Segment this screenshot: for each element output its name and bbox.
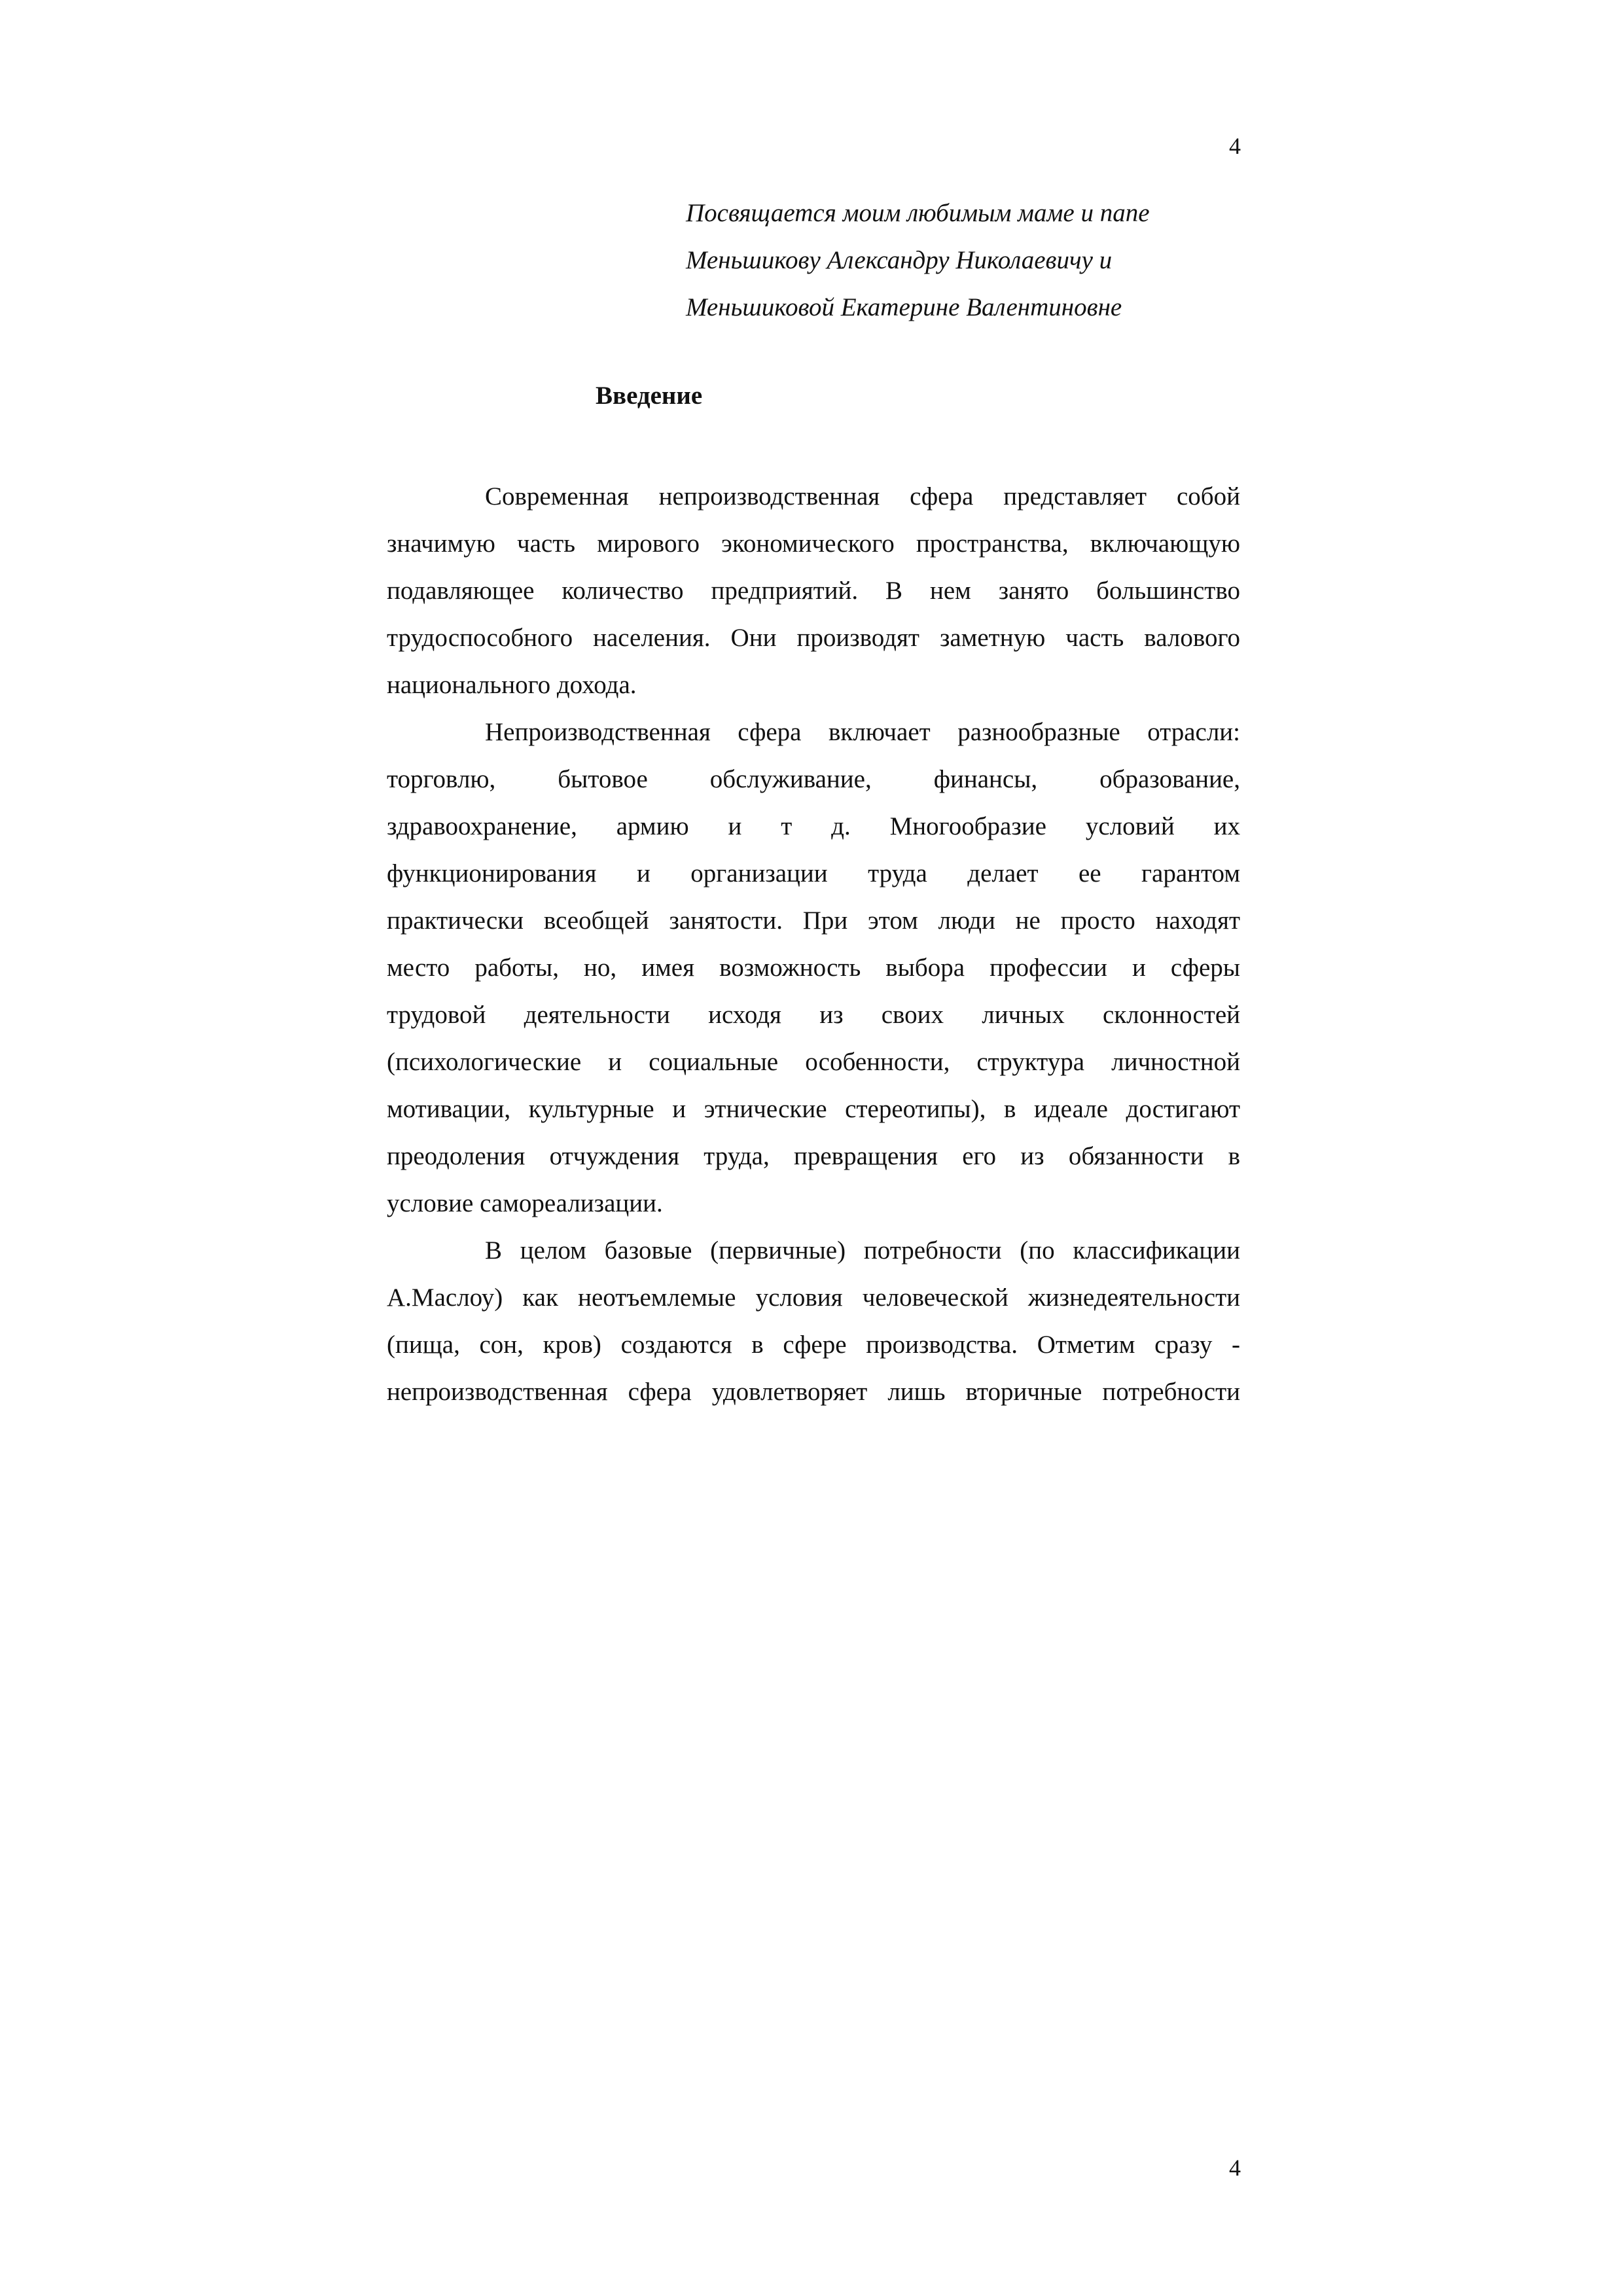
text-line: значимую часть мирового экономического пространства, включающую [387, 529, 1240, 558]
dedication-line: Посвящается моим любимым маме и папе [686, 199, 1150, 227]
dedication-line: Меньшиковой Екатерине Валентиновне [686, 293, 1122, 321]
text-line: место работы, но, имея возможность выбора профессии и сферы [387, 954, 1240, 982]
text-line: здравоохранение, армию и т д. Многообразие условий их [387, 812, 1240, 840]
text-line: (психологические и социальные особенности, структура личностной [387, 1048, 1240, 1076]
text-line: А.Маслоу) как неотъемлемые условия человеческой жизнедеятельности [387, 1283, 1240, 1312]
text-line: В целом базовые (первичные) потребности (по классификации [485, 1236, 1240, 1265]
body-text [387, 473, 1240, 1416]
text-line: национального дохода. [387, 671, 637, 699]
text-line: преодоления отчуждения труда, превращения его из обязанности в [387, 1142, 1240, 1170]
section-heading: Введение [596, 382, 703, 410]
text-line: функционирования и организации труда делает ее гарантом [387, 859, 1240, 888]
text-line: Современная непроизводственная сфера представляет собой [485, 482, 1240, 511]
text-line: (пища, сон, кров) создаются в сфере производства. Отметим сразу - [387, 1331, 1240, 1359]
dedication [686, 190, 1275, 331]
paragraph-1 [387, 473, 1240, 709]
paragraph-3 [387, 1227, 1240, 1416]
text-line: непроизводственная сфера удовлетворяет лишь вторичные потребности [387, 1378, 1240, 1406]
text-line: условие самореализации. [387, 1189, 663, 1217]
paragraph-2 [387, 709, 1240, 1227]
text-line: трудоспособного населения. Они производят заметную часть валового [387, 624, 1240, 652]
text-line: трудовой деятельности исходя из своих личных склонностей [387, 1001, 1240, 1029]
page-number-top: 4 [1229, 133, 1241, 159]
dedication-line: Меньшикову Александру Николаевичу и [686, 246, 1113, 274]
text-line: практически всеобщей занятости. При этом люди не просто находят [387, 906, 1240, 935]
text-line: мотивации, культурные и этнические стереотипы), в идеале достигают [387, 1095, 1240, 1123]
text-line: подавляющее количество предприятий. В нем занято большинство [387, 577, 1240, 605]
text-line: торговлю, бытовое обслуживание, финансы, образование, [387, 765, 1240, 793]
page-number-bottom: 4 [1229, 2155, 1241, 2181]
text-line: Непроизводственная сфера включает разнообразные отрасли: [485, 718, 1240, 746]
